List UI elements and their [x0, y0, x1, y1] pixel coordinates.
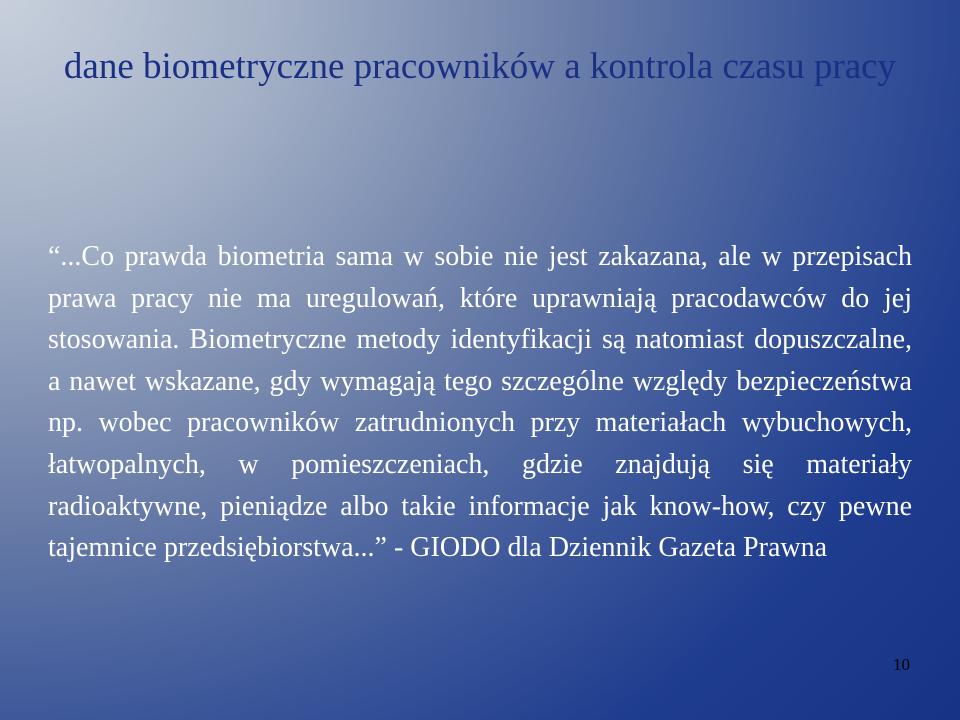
slide-number: 10: [893, 655, 910, 674]
slide-title: dane biometryczne pracowników a kontrola czasu pracy: [63, 46, 897, 87]
quote-text: “...Co prawda biometria sama w sobie nie jest zakazana, ale w przepisach prawa pracy nie ma uregulowań, które uprawniają pracodawców do jej stosowania. Biometryczne metody identyfikacji są natomiast dopuszczalne, a nawet wskazane, gdy wymagają tego szczególne względy bezpieczeństwa np. wobec pracowników zatrudnionych przy materiałach wybuchowych, łatwopalnych, w pomieszczeniach, gdzie znajdują się materiały radioaktywne, pieniądze albo takie informacje jak know-how, czy pewne tajemnice przedsiębiorstwa...” - GIODO dla Dziennik Gazeta Prawna: [48, 241, 912, 564]
